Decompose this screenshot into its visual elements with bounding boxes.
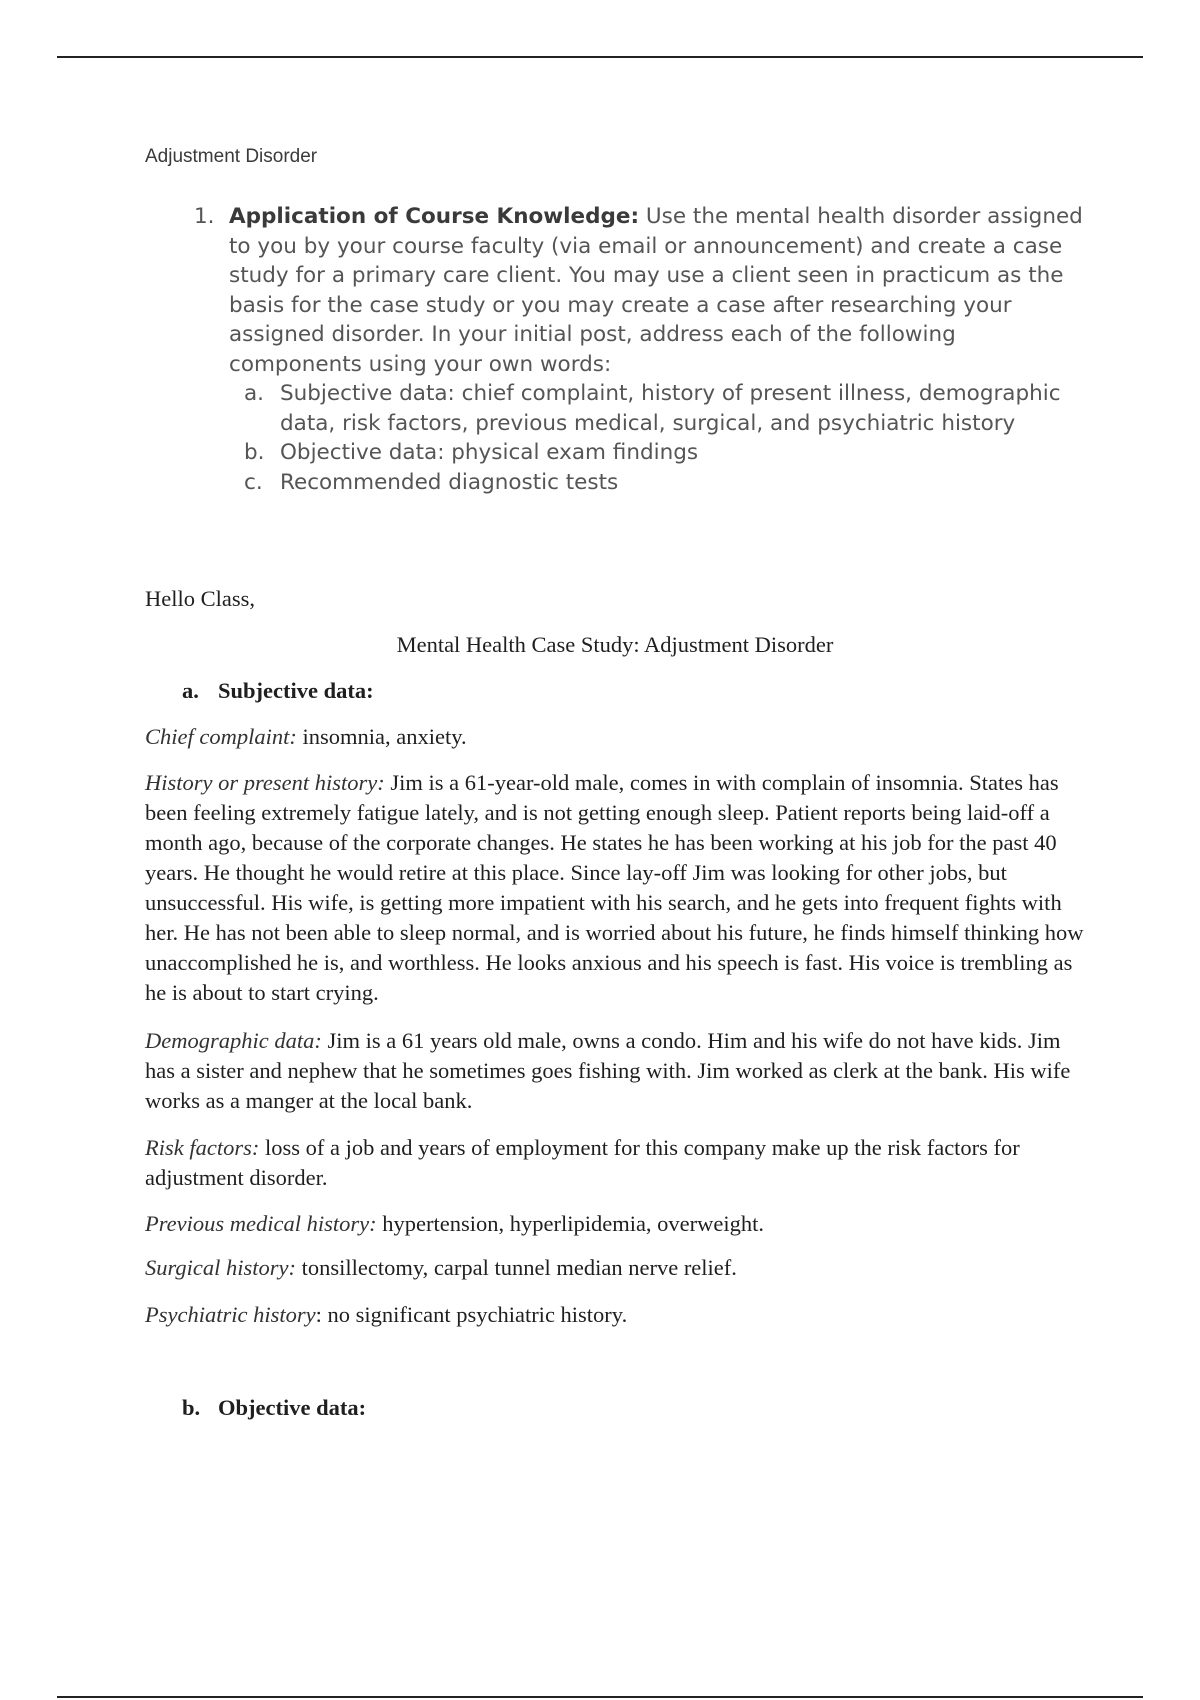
bottom-rule [57, 1696, 1143, 1698]
surgical-history-text: tonsillectomy, carpal tunnel median nerve relief. [296, 1255, 737, 1280]
risk-factors-label: Risk factors: [145, 1135, 260, 1160]
list-item [244, 379, 1094, 438]
objective-data-heading [182, 1393, 366, 1423]
list-item [244, 438, 1094, 468]
assignment-number: 1. [194, 204, 215, 229]
demographic-paragraph [145, 1026, 1090, 1116]
psychiatric-history-paragraph [145, 1300, 1090, 1330]
section-title: Subjective data: [218, 678, 374, 703]
assignment-body [229, 202, 1094, 379]
demographic-text: Jim is a 61 years old male, owns a condo. Him and his wife do not have kids. Jim has a sister and nephew that he sometimes goes fishing with. Jim worked as clerk at the bank. His wife works as a manger at the local bank. [145, 1028, 1071, 1113]
assignment-heading: Application of Course Knowledge: [229, 204, 640, 229]
surgical-history-paragraph [145, 1253, 1090, 1283]
list-item-text: Subjective data: chief complaint, history of present illness, demographic data, risk factors, previous medical, surgical, and psychiatric history [280, 381, 1061, 436]
medical-history-label: Previous medical history: [145, 1211, 377, 1236]
list-item-letter: c. [244, 469, 263, 495]
surgical-history-label: Surgical history: [145, 1255, 297, 1280]
list-item [244, 468, 1094, 498]
psychiatric-history-label: Psychiatric history [145, 1302, 316, 1327]
list-item-letter: b. [244, 440, 265, 465]
list-item-text: Recommended diagnostic tests [280, 469, 619, 495]
history-label: History or present history: [145, 770, 385, 795]
history-text: Jim is a 61-year-old male, comes in with complain of insomnia. States has been feeling extremely fatigue lately, and is not getting enough sleep. Patient reports being laid-off a month ago, because of the corporate changes. He states he has been working at his job for the past 40 years. He thought he would retire at this place. Since lay-off Jim was looking for other jobs, but unsuccessful. His wife, is getting more impatient with his search, and he gets into frequent fights with her. He has not been able to sleep normal, and is worried about his future, he finds himself thinking how unaccomplished he is, and worthless. He looks anxious and his speech is fast. His voice is trembling as he is about to start crying. [145, 770, 1084, 1005]
risk-factors-text: loss of a job and years of employment for this company make up the risk factors for adjustment disorder. [145, 1135, 1020, 1190]
medical-history-text: hypertension, hyperlipidemia, overweight. [376, 1211, 765, 1236]
assignment-text: Use the mental health disorder assigned to you by your course faculty (via email or announcement) and create a case study for a primary care client. You may use a client seen in practicum as the basis for the case study or you may create a case after researching your assigned disorder. In your initial post, address each of the following components using your own words: [229, 204, 1083, 377]
section-title: Objective data: [218, 1395, 367, 1420]
demographic-label: Demographic data: [145, 1028, 322, 1053]
list-item-letter: a. [244, 381, 265, 406]
psychiatric-history-text: : no significant psychiatric history. [315, 1302, 628, 1327]
risk-factors-paragraph [145, 1133, 1090, 1193]
subjective-data-heading [182, 676, 374, 706]
document-title: Adjustment Disorder [145, 146, 318, 167]
section-letter: b. [182, 1395, 201, 1420]
list-item-text: Objective data: physical exam findings [280, 440, 699, 465]
section-letter: a. [182, 678, 199, 703]
chief-complaint-label: Chief complaint: [145, 724, 297, 749]
history-paragraph [145, 768, 1090, 1008]
case-study-title: Mental Health Case Study: Adjustment Disorder [396, 632, 834, 657]
chief-complaint-paragraph [145, 722, 1090, 752]
medical-history-paragraph [145, 1209, 1090, 1239]
chief-complaint-text: insomnia, anxiety. [296, 724, 467, 749]
greeting: Hello Class, [145, 586, 255, 611]
assignment-components-list [244, 379, 1094, 497]
assignment-prompt [194, 202, 1094, 497]
top-rule [57, 56, 1143, 58]
